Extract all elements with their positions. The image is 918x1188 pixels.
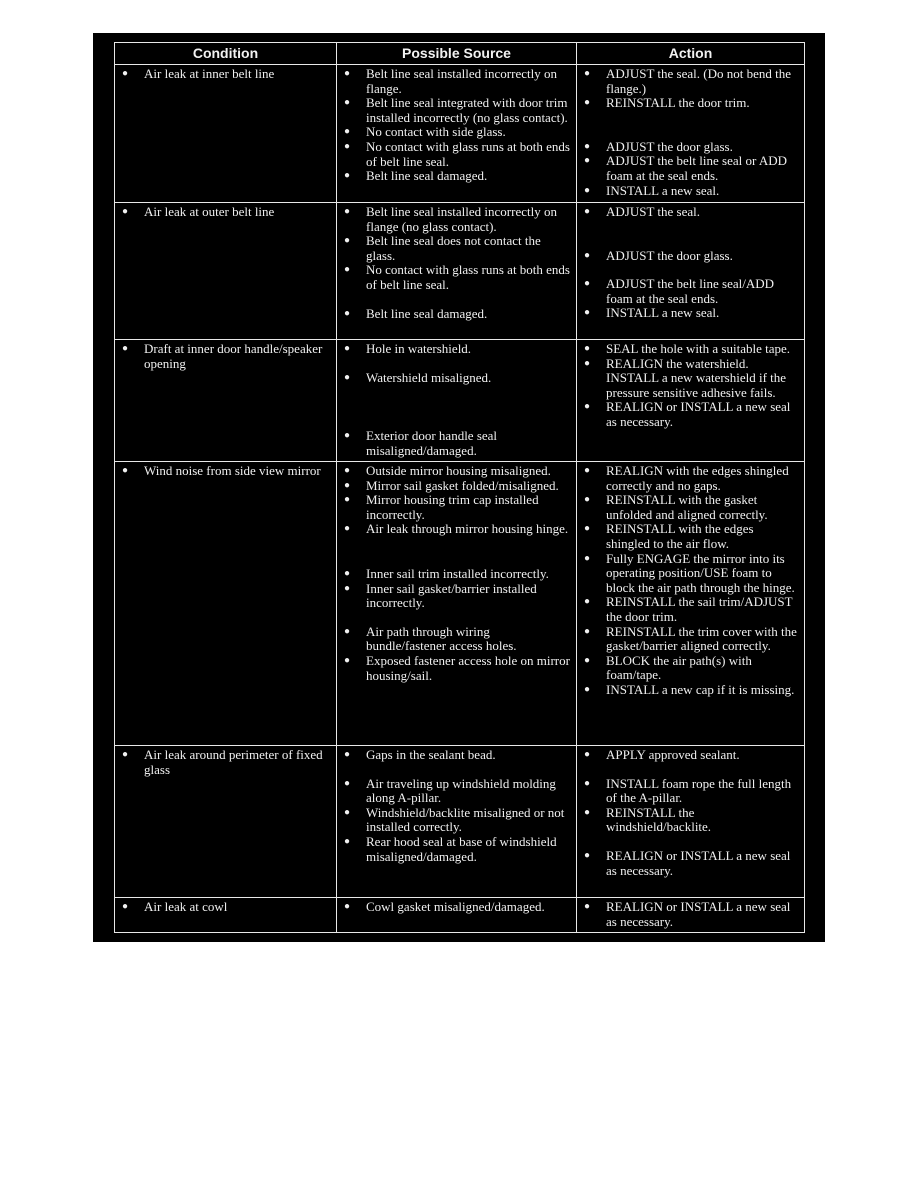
source-text: Mirror housing trim cap installed incorrectly. xyxy=(366,492,539,522)
header-action: Action xyxy=(668,45,713,61)
source-text: Outside mirror housing misaligned. xyxy=(366,463,551,478)
bullet-icon: ● xyxy=(584,777,591,789)
bullet-icon: ● xyxy=(344,806,351,818)
bullet-icon: ● xyxy=(584,307,591,319)
bullet-icon: ● xyxy=(122,68,129,79)
bullet-icon: ● xyxy=(584,465,591,476)
diagnosis-table xyxy=(114,42,805,933)
bullet-icon: ● xyxy=(344,901,351,912)
bullet-icon: ● xyxy=(344,170,351,182)
table-row xyxy=(115,64,804,202)
table-header xyxy=(115,43,804,64)
source-text: Exterior door handle seal misaligned/damaged. xyxy=(366,428,498,458)
condition-cell xyxy=(115,746,337,897)
bullet-icon: ● xyxy=(344,126,351,138)
action-text: ADJUST the belt line seal or ADD foam at the seal ends. xyxy=(606,153,788,183)
action-text: Fully ENGAGE the mirror into its operating position/USE foam to block the air path through the hinge. xyxy=(606,550,795,595)
action-cell xyxy=(577,898,804,932)
bullet-icon: ● xyxy=(344,140,351,152)
source-text: Belt line seal integrated with door trim installed incorrectly (no glass contact). xyxy=(366,95,568,125)
action-text: REALIGN or INSTALL a new seal as necessary. xyxy=(606,899,791,929)
action-cell xyxy=(577,746,804,897)
source-cell xyxy=(337,746,577,897)
action-cell xyxy=(577,462,804,745)
source-text: No contact with glass runs at both ends of belt line seal. xyxy=(366,138,570,169)
condition-text: Air leak at outer belt line xyxy=(144,204,275,219)
bullet-icon: ● xyxy=(584,901,591,912)
bullet-icon: ● xyxy=(584,654,591,666)
condition-cell xyxy=(115,462,337,745)
bullet-icon: ● xyxy=(344,343,351,354)
action-text: REINSTALL the windshield/backlite. xyxy=(606,804,712,835)
table-row xyxy=(115,339,804,461)
source-text: Inner sail gasket/barrier installed incorrectly. xyxy=(366,580,537,611)
condition-text: Wind noise from side view mirror xyxy=(144,463,321,478)
bullet-icon: ● xyxy=(584,206,591,217)
bullet-icon: ● xyxy=(122,343,129,354)
source-cell xyxy=(337,340,577,461)
action-text: REINSTALL with the gasket unfolded and aligned correctly. xyxy=(606,492,768,522)
bullet-icon: ● xyxy=(584,596,591,608)
action-text: ADJUST the seal. xyxy=(606,204,701,219)
bullet-icon: ● xyxy=(584,806,591,818)
bullet-icon: ● xyxy=(344,264,351,276)
source-text: Cowl gasket misaligned/damaged. xyxy=(366,899,545,914)
source-text: Hole in watershield. xyxy=(366,341,472,356)
source-text: Rear hood seal at base of windshield misaligned/damaged. xyxy=(366,833,557,864)
bullet-icon: ● xyxy=(344,654,351,666)
bullet-icon: ● xyxy=(584,357,591,369)
action-text: ADJUST the belt line seal/ADD foam at the seal ends. xyxy=(606,276,775,306)
bullet-icon: ● xyxy=(122,749,129,760)
action-text: INSTALL a new seal. xyxy=(606,182,720,198)
bullet-icon: ● xyxy=(584,343,591,354)
action-text: REINSTALL with the edges shingled to the air flow. xyxy=(606,521,754,551)
action-text: REALIGN with the edges shingled correctly and no gaps. xyxy=(606,463,789,493)
bullet-icon: ● xyxy=(584,249,591,261)
condition-cell xyxy=(115,340,337,461)
action-text: ADJUST the seal. (Do not bend the flange.) xyxy=(606,66,791,96)
action-text: REALIGN or INSTALL a new seal as necessary. xyxy=(606,399,791,429)
condition-cell xyxy=(115,898,337,932)
source-text: No contact with glass runs at both ends of belt line seal. xyxy=(366,262,570,292)
bullet-icon: ● xyxy=(584,494,591,506)
source-text: Air traveling up windshield molding along A-pillar. xyxy=(366,775,556,806)
bullet-icon: ● xyxy=(584,849,591,861)
bullet-icon: ● xyxy=(344,625,351,637)
bullet-icon: ● xyxy=(344,494,351,506)
bullet-icon: ● xyxy=(344,235,351,247)
table-row xyxy=(115,461,804,745)
bullet-icon: ● xyxy=(584,140,591,152)
bullet-icon: ● xyxy=(584,749,591,760)
bullet-icon: ● xyxy=(344,479,351,491)
bullet-icon: ● xyxy=(584,155,591,167)
action-text: SEAL the hole with a suitable tape. xyxy=(606,341,790,356)
table-row xyxy=(115,897,804,932)
bullet-icon: ● xyxy=(344,523,351,535)
condition-text: Air leak around perimeter of fixed glass xyxy=(144,747,323,777)
bullet-icon: ● xyxy=(344,430,351,442)
bullet-icon: ● xyxy=(584,401,591,413)
source-cell xyxy=(337,898,577,932)
source-text: Mirror sail gasket folded/misaligned. xyxy=(366,477,559,493)
bullet-icon: ● xyxy=(344,307,351,319)
action-text: INSTALL a new seal. xyxy=(606,305,720,321)
action-text: INSTALL a new cap if it is missing. xyxy=(606,681,795,697)
bullet-icon: ● xyxy=(344,371,351,383)
bullet-icon: ● xyxy=(584,278,591,290)
bullet-icon: ● xyxy=(344,97,351,109)
bullet-icon: ● xyxy=(584,97,591,109)
action-cell xyxy=(577,340,804,461)
table-row xyxy=(115,745,804,897)
source-text: Watershield misaligned. xyxy=(366,369,492,385)
condition-cell xyxy=(115,65,337,202)
bullet-icon: ● xyxy=(584,625,591,637)
bullet-icon: ● xyxy=(122,901,129,912)
source-text: Exposed fastener access hole on mirror housing/sail. xyxy=(366,652,570,683)
source-text: Belt line seal installed incorrectly on flange. xyxy=(366,66,557,96)
action-text: REINSTALL the sail trim/ADJUST the door trim. xyxy=(606,594,793,624)
scanned-page xyxy=(93,33,825,942)
source-cell xyxy=(337,462,577,745)
bullet-icon: ● xyxy=(122,465,129,476)
action-text: INSTALL foam rope the full length of the A-pillar. xyxy=(606,775,792,806)
header-possible-source: Possible Source xyxy=(337,43,577,64)
header-condition: Condition xyxy=(115,43,337,64)
source-cell xyxy=(337,203,577,339)
source-text: Windshield/backlite misaligned or not installed correctly. xyxy=(366,804,565,835)
source-text: Belt line seal damaged. xyxy=(366,305,488,321)
action-text: REINSTALL the trim cover with the gasket/barrier aligned correctly. xyxy=(606,623,797,654)
source-text: Belt line seal does not contact the glass. xyxy=(366,233,541,263)
source-text: Gaps in the sealant bead. xyxy=(366,747,496,762)
condition-text: Air leak at cowl xyxy=(144,899,228,914)
bullet-icon: ● xyxy=(584,68,591,79)
source-text: Air path through wiring bundle/fastener access holes. xyxy=(366,623,517,654)
bullet-icon: ● xyxy=(344,835,351,847)
source-text: Inner sail trim installed incorrectly. xyxy=(366,565,549,581)
condition-text: Air leak at inner belt line xyxy=(144,66,275,81)
action-text: REINSTALL the door trim. xyxy=(606,95,750,111)
bullet-icon: ● xyxy=(344,777,351,789)
bullet-icon: ● xyxy=(344,206,351,217)
action-text: REALIGN the watershield. INSTALL a new watershield if the pressure sensitive adhesive fails. xyxy=(606,355,787,400)
bullet-icon: ● xyxy=(122,206,129,217)
action-cell xyxy=(577,203,804,339)
source-text: Belt line seal installed incorrectly on flange (no glass contact). xyxy=(366,204,557,234)
bullet-icon: ● xyxy=(584,552,591,564)
action-text: REALIGN or INSTALL a new seal as necessary. xyxy=(606,847,791,878)
condition-text: Draft at inner door handle/speaker opening xyxy=(144,341,323,371)
bullet-icon: ● xyxy=(344,68,351,79)
bullet-icon: ● xyxy=(344,582,351,594)
bullet-icon: ● xyxy=(344,749,351,760)
source-text: Air leak through mirror housing hinge. xyxy=(366,521,569,537)
table-row xyxy=(115,202,804,339)
source-text: Belt line seal damaged. xyxy=(366,168,488,184)
action-cell xyxy=(577,65,804,202)
bullet-icon: ● xyxy=(584,683,591,695)
bullet-icon: ● xyxy=(344,567,351,579)
action-text: APPLY approved sealant. xyxy=(606,747,740,762)
source-cell xyxy=(337,65,577,202)
bullet-icon: ● xyxy=(584,523,591,535)
bullet-icon: ● xyxy=(344,465,351,476)
source-text: No contact with side glass. xyxy=(366,124,506,140)
action-text: BLOCK the air path(s) with foam/tape. xyxy=(606,652,752,683)
condition-cell xyxy=(115,203,337,339)
action-text: ADJUST the door glass. xyxy=(606,138,733,154)
bullet-icon: ● xyxy=(584,184,591,196)
action-text: ADJUST the door glass. xyxy=(606,247,733,263)
